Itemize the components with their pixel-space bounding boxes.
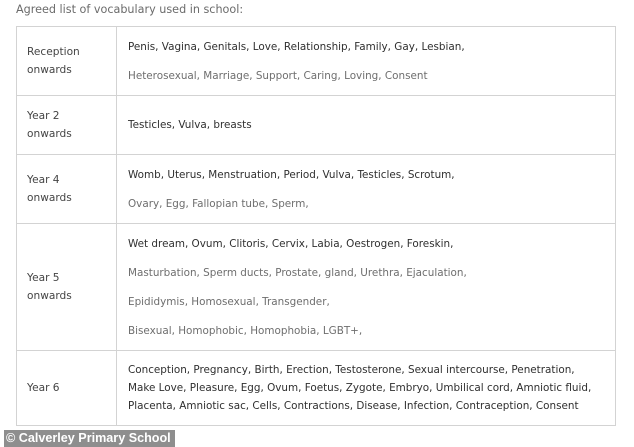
year-cell [17,96,117,155]
year-label-line1: Year 4 [27,174,60,186]
intro-caption: Agreed list of vocabulary used in school: [16,3,244,16]
year-label-line2: onwards [27,290,72,302]
table-row-year-6 [17,351,616,426]
vocabulary-paragraph: Conception, Pregnancy, Birth, Erection, Testosterone, Sexual intercourse, Penetration, Make Love, Pleasure, Egg, Ovum, Foetus, Zygote, Embryo, Umbilical cord, Amniotic fluid, Placenta, Amniotic sac, Cells, Contractions, Disease, Infection, Contraception, Consent [128,364,592,412]
vocabulary-line: Masturbation, Sperm ducts, Prostate, gland, Urethra, Ejaculation, [128,266,467,279]
vocabulary-line: Penis, Vagina, Genitals, Love, Relationship, Family, Gay, Lesbian, [128,40,465,53]
vocabulary-line: Epididymis, Homosexual, Transgender, [128,295,330,308]
year-cell [17,155,117,224]
vocabulary-line: Bisexual, Homophobic, Homophobia, LGBT+, [128,324,363,337]
table-row-reception [17,27,616,96]
vocabulary-cell [117,155,616,224]
year-cell [17,27,117,96]
year-label-line1: Year 6 [27,382,60,394]
table-row-year-4 [17,155,616,224]
year-cell [17,224,117,351]
vocabulary-cell [117,224,616,351]
vocabulary-line: Ovary, Egg, Fallopian tube, Sperm, [128,197,309,210]
vocabulary-line: Testicles, Vulva, breasts [128,119,252,131]
year-label-line2: onwards [27,128,72,140]
table-row-year-5 [17,224,616,351]
year-label-line2: onwards [27,192,72,204]
vocabulary-cell [117,96,616,155]
year-cell [17,351,117,426]
vocabulary-line: Wet dream, Ovum, Clitoris, Cervix, Labia, Oestrogen, Foreskin, [128,237,454,250]
vocabulary-cell [117,27,616,96]
table-row-year-2 [17,96,616,155]
year-label-line2: onwards [27,64,72,76]
vocabulary-table [16,26,616,426]
vocabulary-line: Womb, Uterus, Menstruation, Period, Vulva, Testicles, Scrotum, [128,168,455,181]
year-label-line1: Reception [27,46,80,58]
vocabulary-line: Heterosexual, Marriage, Support, Caring, Loving, Consent [128,69,428,82]
vocabulary-cell [117,351,616,426]
year-label-line1: Year 5 [27,272,60,284]
image-credit: © Calverley Primary School [4,430,175,447]
year-label-line1: Year 2 [27,110,60,122]
